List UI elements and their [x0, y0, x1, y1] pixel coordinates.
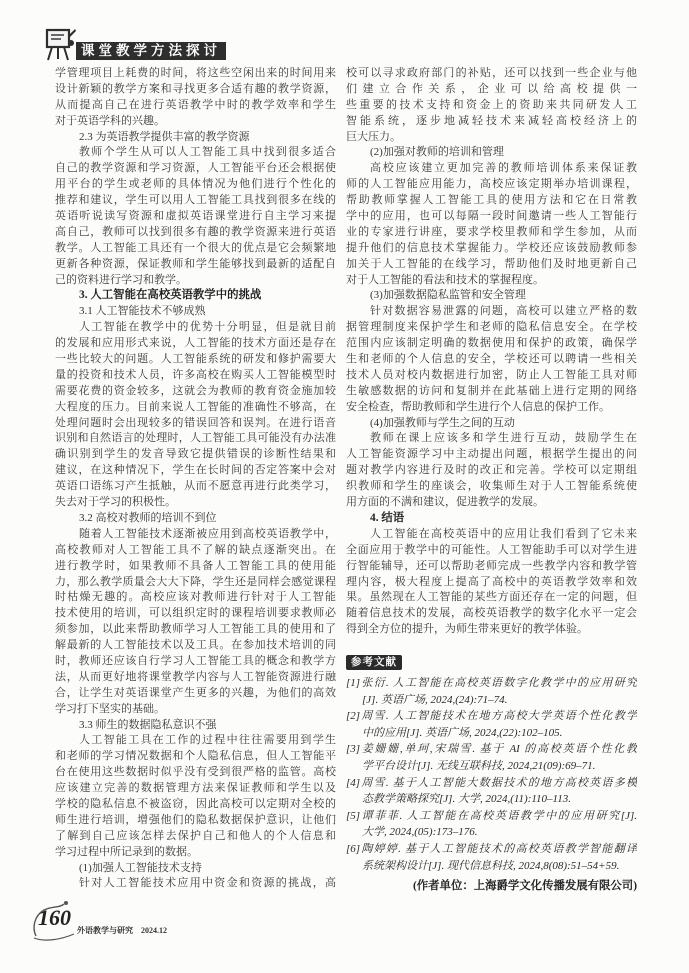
section-title: 课堂教学方法探讨 — [76, 42, 226, 60]
references-section — [346, 652, 637, 874]
text-line: 了解到自己应该怎样去保护自己和他人的个人信息和 — [55, 829, 336, 842]
text-line: 须参加，以此来帮助教师学习人工智能工具的使用和了 — [55, 623, 336, 636]
text-line: 设计新颖的教学方案和寻找更多合适有趣的教学资源， — [55, 82, 336, 95]
text-line: 学管理项目上耗费的时间，将这些空闲出来的时间用来 — [55, 67, 336, 79]
text-line: 们建立合作关系，企业可以给高校提供一 — [346, 82, 637, 95]
subsection-heading: 3.3 师生的数据隐私意识不强 — [79, 718, 217, 731]
paragraph — [346, 66, 637, 145]
text-line: 师生进行培训，增强他们的隐私数据保护意识，让他们 — [55, 813, 336, 826]
text-line: 随着信息技术的发展，高校英语教学的数字化水平一定会 — [346, 607, 637, 620]
text-line: 业的专家进行讲座，要求学校里教师和学生参加，从而 — [346, 225, 637, 238]
text-line: 处理问题时会出现较多的错误回答和误判。在进行语音 — [55, 416, 336, 429]
text-line: 需要花费的资金较多，这就会为教师的教育资金施加较 — [55, 384, 336, 397]
reference-item — [346, 708, 637, 741]
text-line: 从而提高自己在进行英语教学中时的教学效率和学生 — [55, 98, 336, 111]
text-line: 人工智能在高校英语中的应用让我们看到了它未来 — [370, 527, 637, 540]
text-line: 随着人工智能技术逐渐被应用到高校英语教学中， — [79, 527, 336, 540]
text-line: 全面应用于教学中的可能性。人工智能助手可以对学生进 — [346, 543, 637, 556]
paragraph — [346, 527, 637, 638]
text-line: 英语听说读写资源和虚拟英语课堂进行自主学习来提 — [55, 210, 336, 223]
text-line: 失去对于学习的积极性。 — [55, 496, 176, 509]
journal-info — [77, 926, 167, 936]
text-line: 应该建立完善的数据管理方法来保证教师和学生以及 — [55, 782, 336, 795]
text-line: 得到全方位的提升，为师生带来更好的教学体验。 — [346, 623, 588, 636]
text-line: 己的资料进行学习和教学。 — [55, 273, 187, 286]
right-column — [346, 66, 637, 638]
text-line: 高校教师对人工智能工具不了解的缺点逐渐突出。在 — [55, 543, 336, 556]
text-line: 理内容，极大程度上提高了高校中的英语教学效率和效 — [346, 575, 637, 588]
paragraph — [346, 304, 637, 415]
reference-item — [346, 841, 637, 874]
text-line: 人工智能工具在工作的过程中往往需要用到学生 — [79, 734, 336, 747]
text-line: 学校的隐私信息不被盗窃，因此高校可以定期对全校的 — [55, 797, 336, 810]
text-line: 高校应该建立更加完善的教师培训体系来保证教 — [370, 162, 637, 175]
text-line: 的发展和应用形式来说，人工智能的技术方面还是存在 — [55, 337, 336, 350]
section-heading: 3. 人工智能在高校英语教学中的挑战 — [79, 289, 262, 302]
text-line: 用方面的不满和建议，促进教学的发展。 — [346, 496, 544, 509]
text-line: 力，那么教学质量会大大下降，学生还是同样会感觉课程 — [55, 575, 336, 588]
reference-line: [4]周雪. 基于人工智能大数据技术的地方高校英语多模 — [346, 776, 637, 789]
text-line: 建议，在这种情况下，学生在长时间的否定答案中会对 — [55, 464, 336, 477]
text-line: 据管理制度来保护学生和老师的隐私信息安全。在学校 — [346, 321, 637, 334]
text-line: 智能系统，逐步地减轻技术来减轻高校经济上的 — [346, 114, 637, 127]
paragraph — [55, 145, 336, 288]
text-line: 师的人工智能应用能力，高校应该定期举办培训课程， — [346, 178, 637, 191]
text-line: 针对人工智能技术应用中资金和资源的挑战，高 — [79, 877, 336, 890]
text-line: 合，让学生对英语课堂产生更多的兴趣，为他们的高效 — [55, 686, 336, 699]
text-line: 巨大压力。 — [346, 130, 401, 143]
text-line: 技术使用的培训，可以组织定时的课程培训要求教师必 — [55, 607, 336, 620]
reference-item — [346, 775, 637, 808]
text-line: 针对数据容易泄露的问题，高校可以建立严格的数 — [370, 305, 637, 318]
paragraph — [55, 320, 336, 511]
references-heading: 参考文献 — [346, 655, 402, 670]
page-number: 160 — [38, 905, 71, 930]
reference-line: 系统架构设计[J]. 现代信息科技, 2024,8(08):51–54+59. — [362, 859, 620, 872]
paragraph — [55, 733, 336, 860]
subsection-heading: 3.1 人工智能技术不够成熟 — [79, 305, 206, 318]
text-line: 教师在课上应该多和学生进行互动，鼓励学生在 — [370, 432, 637, 445]
text-line: 解最新的人工智能技术以及工具。在参加技术培训的同 — [55, 639, 336, 652]
text-line: 题对教学内容进行及时的改正和完善。学校可以定期组 — [346, 464, 637, 477]
subsection-heading: (1)加强人工智能技术支持 — [79, 861, 202, 874]
section-logo-icon — [44, 26, 76, 62]
reference-line: [5]谭菲菲. 人工智能在高校英语教学中的应用研究[J]. — [346, 809, 637, 822]
text-line: 用平台的学生或老师的具体情况为他们进行个性化的 — [55, 178, 336, 191]
paragraph — [55, 66, 336, 130]
reference-item — [346, 675, 637, 708]
text-line: 行智能辅导，还可以帮助老师完成一些教学内容和教学管 — [346, 559, 637, 572]
text-line: 生敏感数据的访问和复制并在此基础上进行定期的网络 — [346, 384, 637, 397]
text-line: 些重要的技术支持和资金上的资助来共同研发人工 — [346, 98, 637, 111]
text-line: 台在使用这些数据时似乎没有受到很严格的监管。高校 — [55, 766, 336, 779]
text-line: 识别和自然语言的处理时，人工智能工具可能没有办法准 — [55, 432, 336, 445]
reference-line: 中的应用[J]. 英语广场, 2024,(22):102–105. — [362, 726, 563, 739]
author-affiliation: (作者单位：上海爵学文化传播发展有限公司) — [412, 880, 637, 892]
text-line: 时枯燥无趣的。高校应该对教师进行针对于人工智能 — [55, 591, 336, 604]
text-line: 一些比较大的问题。人工智能系统的研发和修护需要大 — [55, 353, 336, 366]
reference-line: 学平台设计[J]. 无线互联科技, 2024,21(09):69–71. — [362, 759, 596, 772]
reference-item — [346, 808, 637, 841]
paragraph — [55, 876, 336, 892]
text-line: 安全检查，帮助教师和学生进行个人信息的保护工作。 — [346, 400, 610, 413]
reference-line: 态教学策略探究[J]. 大学, 2024,(11):110–113. — [362, 793, 571, 806]
reference-item — [346, 741, 637, 774]
subsection-heading: 3.2 高校对教师的培训不到位 — [79, 511, 217, 524]
paragraph — [346, 161, 637, 288]
text-line: 人工智能资源学习中主动提出问题，根据学生提出的问 — [346, 448, 637, 461]
text-line: 学习打下坚实的基础。 — [55, 702, 165, 715]
text-line: 教师个学生从可以人工智能工具中找到很多适合 — [79, 146, 336, 159]
text-line: 校可以寻求政府部门的补贴，还可以找到一些企业与他 — [346, 67, 637, 79]
text-line: 学中的应用，也可以每隔一段时间邀请一些人工智能行 — [346, 210, 637, 223]
text-line: 学习过程中所记录到的数据。 — [55, 845, 198, 858]
section-heading: 4. 结语 — [370, 511, 405, 524]
text-line: 人工智能在教学中的优势十分明显，但是就目前 — [79, 321, 336, 334]
reference-line: [2]周雪. 人工智能技术在地方高校大学英语个性化教学 — [346, 710, 637, 723]
text-line: 对于人工智能的看法和技术的掌握程度。 — [346, 273, 544, 286]
text-line: 大程度的压力。目前来说人工智能的准确性不够高，在 — [55, 400, 336, 413]
reference-line: 大学, 2024,(05):173–176. — [362, 826, 478, 839]
text-line: 推荐和建议，学生可以用人工智能工具找到很多在线的 — [55, 194, 336, 207]
text-line: 进行教学时，如果教师不具备人工智能工具的使用能 — [55, 559, 336, 572]
text-line: 量的投资和技术人员，许多高校在购买人工智能模型时 — [55, 368, 336, 381]
text-line: 范围内应该制定明确的数据使用和保护的政策，确保学 — [346, 337, 637, 350]
text-line: 教学。人工智能工具还有一个很大的优点是它会频繁地 — [55, 241, 336, 254]
subsection-heading: 2.3 为英语教学提供丰富的教学资源 — [79, 130, 250, 143]
text-line: 提升他们的信息技术掌握能力。学校还应该鼓励教师参 — [346, 241, 637, 254]
text-line: 加关于人工智能的在线学习，帮助他们及时地更新自己 — [346, 257, 637, 270]
left-column — [55, 66, 336, 892]
reference-line: [6]陶婷婷. 基于人工智能技术的高校英语教学智能翻译 — [346, 842, 637, 855]
text-line: 和老师的学习情况数据和个人隐私信息，但人工智能平 — [55, 750, 336, 763]
subsection-heading: (4)加强教师与学生之间的互动 — [370, 416, 515, 429]
journal-name: 外语教学与研究 — [77, 926, 133, 935]
text-line: 时，教师还应该自行学习人工智能工具的概念和教学方 — [55, 654, 336, 667]
text-line: 织教师和学生的座谈会，收集师生对于人工智能系统使 — [346, 480, 637, 493]
paragraph — [55, 527, 336, 718]
reference-line: [3]姜姗姗,单珂,宋瑞雪. 基于 AI 的高校英语个性化教 — [346, 743, 637, 756]
text-line: 生和老师的个人信息的安全，学校还可以聘请一些相关 — [346, 353, 637, 366]
text-line: 确识别到学生的发音导致它提供错误的诊断性结果和 — [55, 448, 336, 461]
text-line: 英语口语练习产生抵触，从而不愿意再进行此类学习， — [55, 480, 336, 493]
text-line: 果。虽然现在人工智能的某些方面还存在一定的问题，但 — [346, 591, 637, 604]
paragraph — [346, 431, 637, 510]
text-line: 高自己，教师可以找到很多有趣的教学资源来进行英语 — [55, 225, 336, 238]
subsection-heading: (2)加强对教师的培训和管理 — [370, 146, 504, 159]
text-line: 更新各种资源，保证教师和学生能够找到最新的适配自 — [55, 257, 336, 270]
reference-line: [1]张衍. 人工智能在高校英语数字化教学中的应用研究 — [346, 677, 637, 689]
text-line: 对于英语学科的兴趣。 — [55, 114, 165, 127]
journal-issue: 2024.12 — [141, 926, 167, 935]
text-line: 帮助教师掌握人工智能工具的使用方法和它在日常教 — [346, 194, 637, 207]
reference-line: [J]. 英语广场, 2024,(24):71–74. — [362, 693, 508, 706]
text-line: 自己的教学资源和学习资源，人工智能平台还会根据使 — [55, 162, 336, 175]
references-list — [346, 675, 637, 874]
subsection-heading: (3)加强数据隐私监管和安全管理 — [370, 289, 526, 302]
text-line: 技术人员对校内数据进行加密，防止人工智能工具对师 — [346, 368, 637, 381]
text-line: 法，从而更好地将课堂教学内容与人工智能资源进行融 — [55, 670, 336, 683]
